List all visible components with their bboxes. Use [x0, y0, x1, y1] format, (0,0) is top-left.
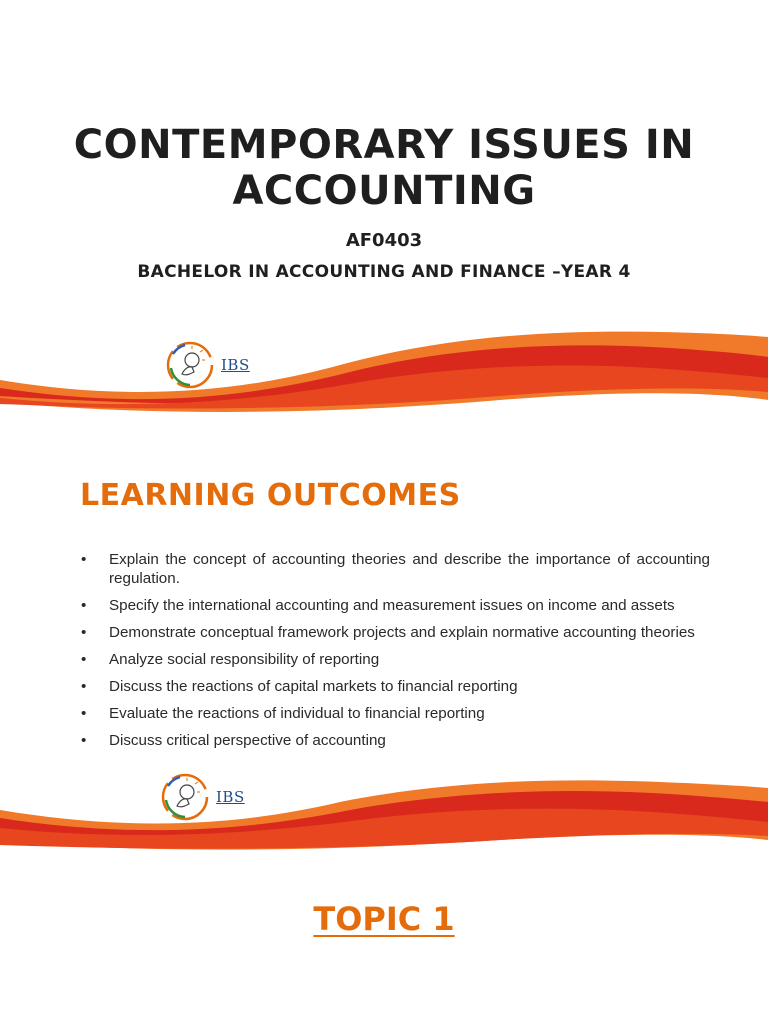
list-item: • Evaluate the reactions of individual to financial reporting [81, 705, 485, 722]
program-name: BACHELOR IN ACCOUNTING AND FINANCE –YEAR 4 [137, 262, 631, 282]
logo-emblem-icon [160, 772, 212, 822]
logo-emblem-icon [165, 340, 217, 390]
title-slide [0, 0, 768, 430]
learning-outcomes-heading: LEARNING OUTCOMES [80, 478, 461, 513]
list-item: • Specify the international accounting and measurement issues on income and assets [81, 597, 675, 614]
ibs-logo [160, 772, 245, 822]
logo-text: IBS [216, 788, 245, 806]
list-item: • Discuss critical perspective of accounting [81, 732, 386, 749]
list-item: • Demonstrate conceptual framework projects and explain normative accounting theories [81, 624, 695, 641]
title-line-2: ACCOUNTING [232, 168, 536, 214]
decorative-wave [0, 780, 768, 860]
presentation-title [0, 122, 768, 214]
course-code: AF0403 [345, 230, 423, 251]
ibs-logo [165, 340, 250, 390]
list-item: • Explain the concept of accounting theories and describe the importance of accounting regulation. [81, 551, 710, 587]
decorative-wave [0, 320, 768, 430]
title-line-1: CONTEMPORARY ISSUES IN [73, 122, 695, 168]
outcomes-list [80, 550, 710, 758]
logo-text: IBS [221, 356, 250, 374]
topic-slide [0, 860, 768, 1024]
learning-outcomes-slide [0, 430, 768, 860]
topic-heading: TOPIC 1 [313, 900, 455, 938]
list-item: • Discuss the reactions of capital markets to financial reporting [81, 678, 518, 695]
list-item: • Analyze social responsibility of reporting [81, 651, 380, 668]
